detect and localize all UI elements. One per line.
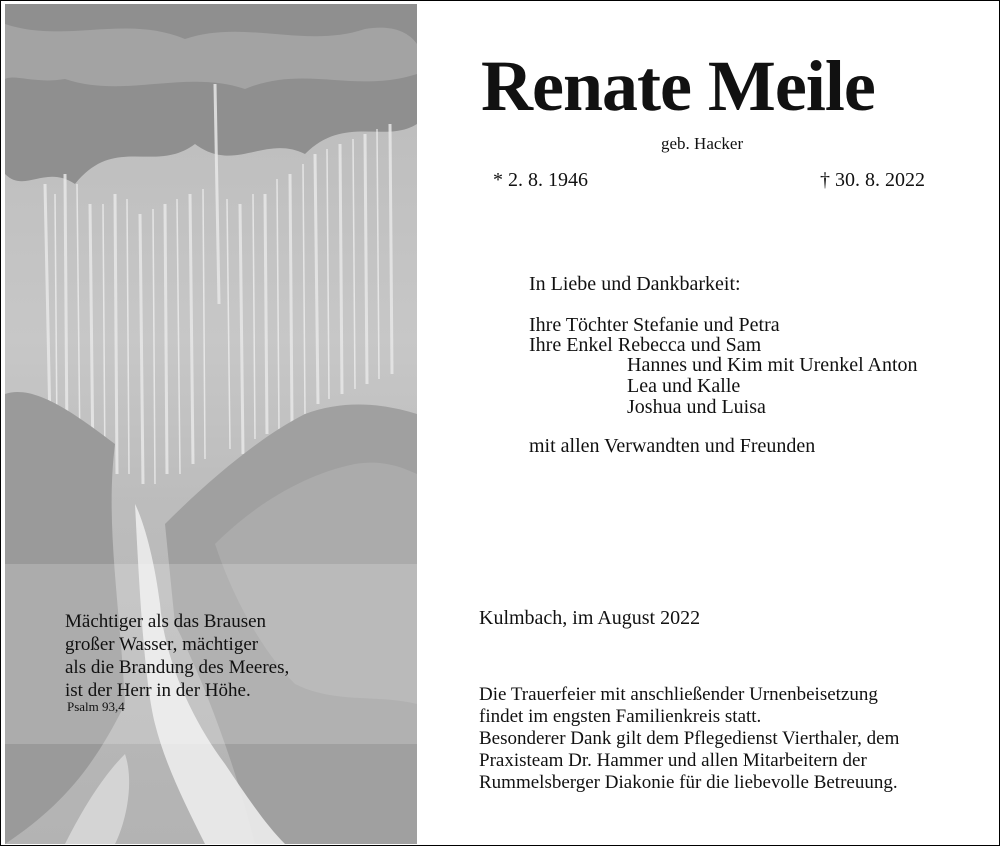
- psalm-line: Mächtiger als das Brausen: [65, 611, 267, 632]
- waterfall-illustration: [5, 4, 417, 844]
- psalm-reference: Psalm 93,4: [67, 699, 125, 714]
- note-line: Praxisteam Dr. Hammer und allen Mitarbeitern der: [479, 750, 867, 771]
- note-line: findet im engsten Familienkreis statt.: [479, 706, 762, 727]
- psalm-quote: [65, 610, 289, 702]
- mourners-grandchildren-line: Joshua und Luisa: [627, 396, 766, 418]
- note-line: Rummelsberger Diakonie für die liebevolle Betreuung.: [479, 772, 898, 793]
- maiden-name: geb. Hacker: [661, 134, 744, 153]
- death-date: † 30. 8. 2022: [820, 169, 925, 191]
- mourners-daughters: Ihre Töchter Stefanie und Petra: [529, 314, 780, 336]
- mourners-grandchildren-line: Hannes und Kim mit Urenkel Anton: [627, 354, 918, 376]
- note-line: Die Trauerfeier mit anschließender Urnenbeisetzung: [479, 684, 878, 705]
- funeral-notes: [479, 684, 899, 794]
- psalm-line: ist der Herr in der Höhe.: [65, 680, 251, 701]
- mourners-intro: In Liebe und Dankbarkeit:: [529, 273, 741, 295]
- waterfall-photo: [5, 4, 417, 844]
- deceased-name: Renate Meile: [481, 46, 875, 126]
- psalm-line: großer Wasser, mächtiger: [65, 634, 259, 655]
- mourners-grandchildren-line: Lea und Kalle: [627, 375, 741, 397]
- place-date: Kulmbach, im August 2022: [479, 607, 701, 629]
- mourners-relatives: mit allen Verwandten und Freunden: [529, 435, 816, 457]
- birth-date: * 2. 8. 1946: [493, 169, 588, 191]
- mourners-grandchildren: Ihre Enkel Rebecca und Sam: [529, 334, 762, 356]
- note-line: Besonderer Dank gilt dem Pflegedienst Vierthaler, dem: [479, 728, 900, 749]
- psalm-line: als die Brandung des Meeres,: [65, 657, 290, 678]
